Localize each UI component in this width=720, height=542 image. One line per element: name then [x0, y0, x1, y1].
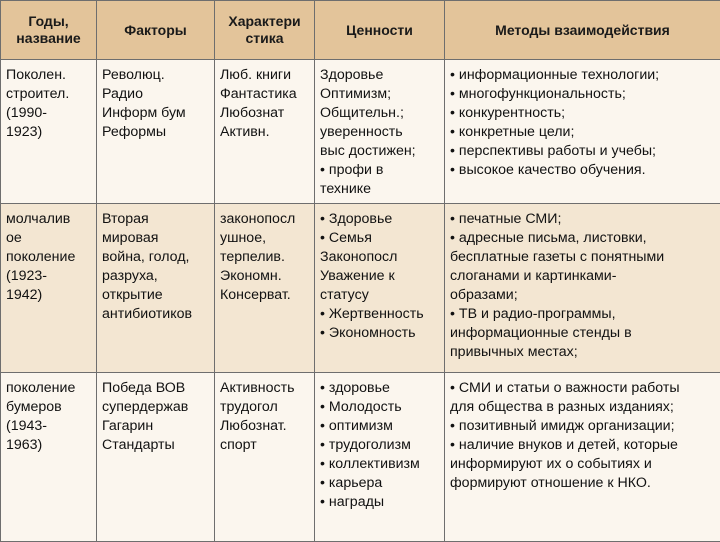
- table-row: [1, 373, 720, 542]
- cell-years: Поколен. строител. (1990- 1923): [1, 60, 97, 204]
- cell-methods: • СМИ и статьи о важности работы для общества в разных изданиях; • позитивный имидж организации; • наличие внуков и детей, которые информируют их о событиях и формируют отношение к НКО.: [445, 373, 720, 542]
- cell-values: • здоровье • Молодость • оптимизм • трудоголизм • коллективизм • карьера • награды: [315, 373, 445, 542]
- cell-years: молчалив ое поколение (1923- 1942): [1, 204, 97, 373]
- cell-factors: Революц. Радио Информ бум Реформы: [97, 60, 215, 204]
- header-methods: Методы взаимодействия: [445, 1, 720, 60]
- cell-methods: • информационные технологии; • многофункциональность; • конкурентность; • конкретные цели; • перспективы работы и учебы; • высокое качество обучения.: [445, 60, 720, 204]
- cell-values: • Здоровье • Семья Законопосл Уважение к статусу • Жертвенность • Экономность: [315, 204, 445, 373]
- header-traits: Характери стика: [215, 1, 315, 60]
- table-row: [1, 60, 720, 204]
- cell-methods: • печатные СМИ; • адресные письма, листовки, бесплатные газеты с понятными слоганами и картинками- образами; • ТВ и радио-программы, информационные стенды в привычных местах;: [445, 204, 720, 373]
- cell-traits: Активность трудогол Любознат. спорт: [215, 373, 315, 542]
- cell-years: поколение бумеров (1943- 1963): [1, 373, 97, 542]
- header-values: Ценности: [315, 1, 445, 60]
- cell-traits: законопосл ушное, терпелив. Экономн. Консерват.: [215, 204, 315, 373]
- header-years: Годы, название: [1, 1, 97, 60]
- cell-factors: Вторая мировая война, голод, разруха, открытие антибиотиков: [97, 204, 215, 373]
- header-row: [1, 1, 720, 60]
- table-row: [1, 204, 720, 373]
- cell-factors: Победа ВОВ супердержав Гагарин Стандарты: [97, 373, 215, 542]
- header-factors: Факторы: [97, 1, 215, 60]
- cell-values: Здоровье Оптимизм; Общительн.; уверенность выс достижен; • профи в технике: [315, 60, 445, 204]
- cell-traits: Люб. книги Фантастика Любознат Активн.: [215, 60, 315, 204]
